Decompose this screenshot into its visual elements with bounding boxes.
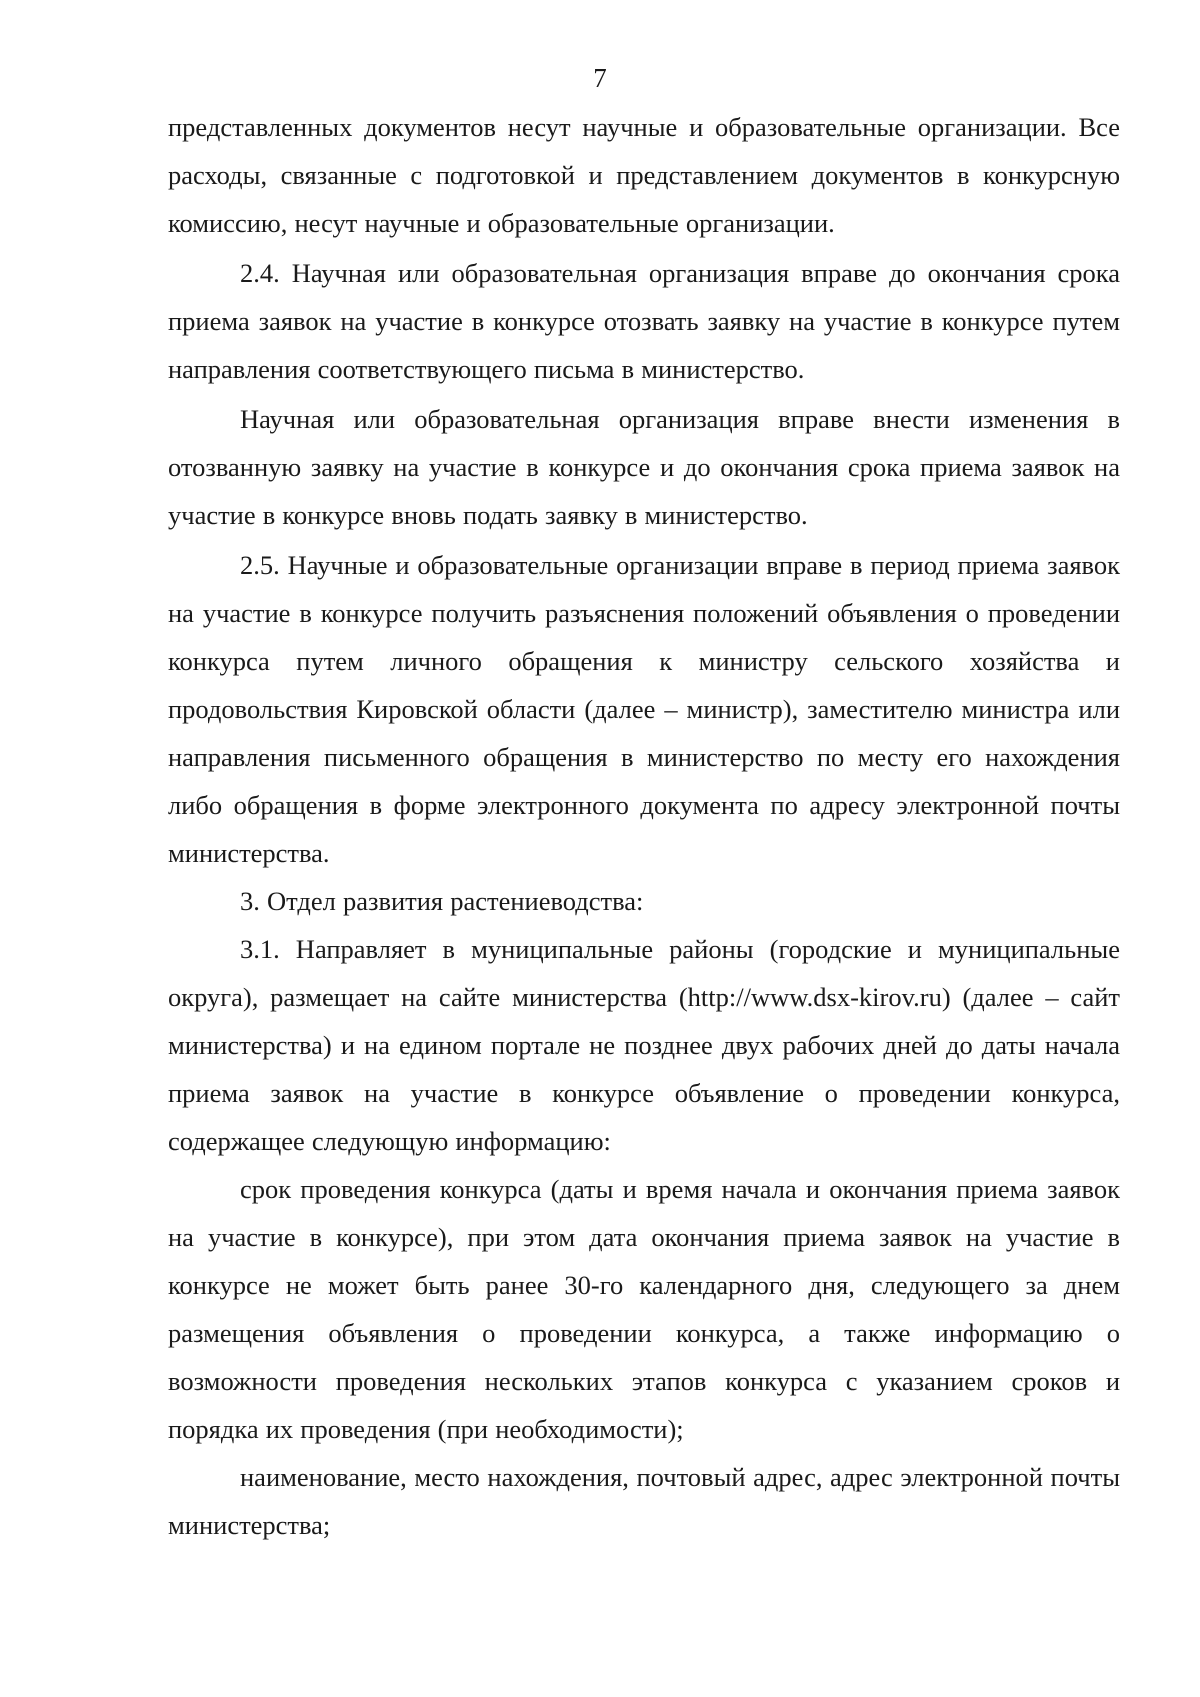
paragraph-contest-term: срок проведения конкурса (даты и время начала и окончания приема заявок на участие в конкурсе), при этом дата окончания приема заявок на участие в конкурсе не может быть ранее 30-го календарного дня, следующего за днем размещения объявления о проведении конкурса, а также информацию о возможности проведения нескольких этапов конкурса с указанием сроков и порядка их проведения (при необходимости); <box>168 1174 1120 1444</box>
page-number: 7 <box>593 63 607 93</box>
paragraph-continuation: представленных документов несут научные и образовательные организации. Все расходы, связанные с подготовкой и представлением документов в конкурсную комиссию, несут научные и образовательные организации. <box>168 112 1120 238</box>
paragraph-2-4-amendment: Научная или образовательная организация вправе внести изменения в отозванную заявку на участие в конкурсе и до окончания срока приема заявок на участие в конкурсе вновь подать заявку в министерство. <box>168 404 1120 530</box>
paragraph-3-heading: 3. Отдел развития растениеводства: <box>240 886 644 916</box>
document-body <box>168 103 1120 1549</box>
paragraph-2-4: 2.4. Научная или образовательная организация вправе до окончания срока приема заявок на участие в конкурсе отозвать заявку на участие в конкурсе путем направления соответствующего письма в министерство. <box>168 258 1120 384</box>
paragraph-ministry-details: наименование, место нахождения, почтовый адрес, адрес электронной почты министерства; <box>168 1462 1120 1540</box>
paragraph-3-1: 3.1. Направляет в муниципальные районы (городские и муниципальные округа), размещает на сайте министерства (http://www.dsx-kirov.ru) (далее – сайт министерства) и на едином портале не позднее двух рабочих дней до даты начала приема заявок на участие в конкурсе объявление о проведении конкурса, содержащее следующую информацию: <box>168 934 1120 1156</box>
paragraph-2-5: 2.5. Научные и образовательные организации вправе в период приема заявок на участие в конкурсе получить разъяснения положений объявления о проведении конкурса путем личного обращения к министру сельского хозяйства и продовольствия Кировской области (далее – министр), заместителю министра или направления письменного обращения в министерство по месту его нахождения либо обращения в форме электронного документа по адресу электронной почты министерства. <box>168 550 1120 868</box>
